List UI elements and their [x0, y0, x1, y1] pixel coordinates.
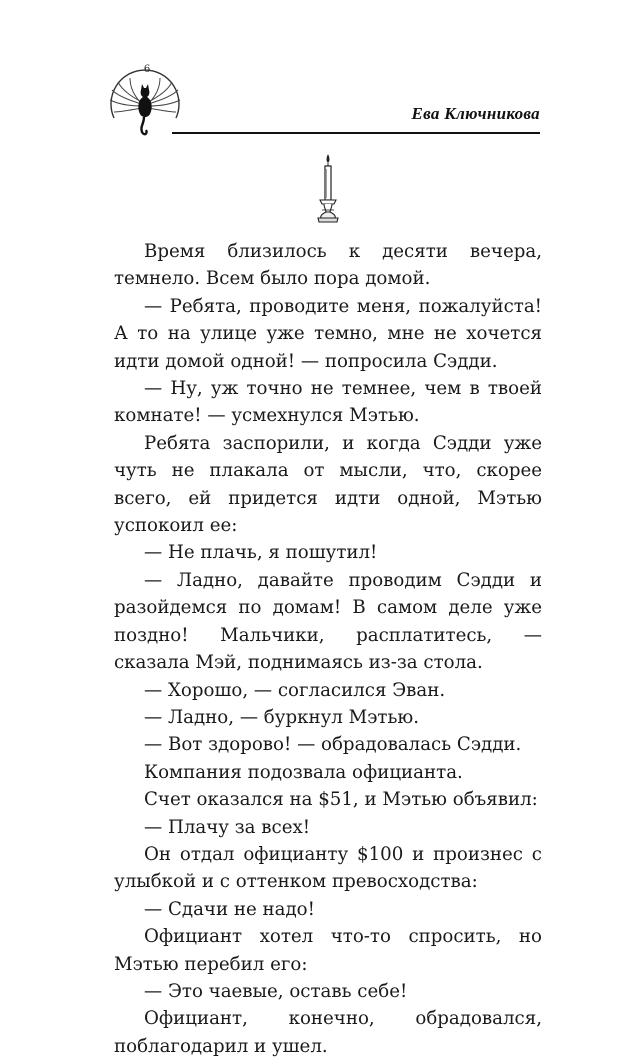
running-header-author: Ева Ключникова [411, 104, 540, 123]
header-rule [172, 132, 540, 134]
paragraph: Счет оказался на $51, и Мэтью объявил: [144, 789, 538, 811]
paragraph: — Вот здорово! — обрадовалась Сэдди. [144, 734, 522, 756]
paragraph: — Ладно, — буркнул Мэтью. [144, 706, 419, 728]
paragraph: — Не плачь, я пошутил! [144, 542, 378, 564]
body-text [114, 238, 542, 1060]
paragraph: Время близилось к десяти вечера, темнело. Всем было пора домой. [114, 241, 542, 290]
paragraph: Официант, конечно, обрадовался, поблагодарил и ушел. [114, 1008, 542, 1057]
page-number: 6 [143, 64, 151, 75]
paragraph: — Сдачи не надо! [144, 898, 315, 920]
paragraph: Официант хотел что-то спросить, но Мэтью перебил его: [114, 926, 542, 975]
paragraph: — Ну, уж точно не темнее, чем в твоей комнате! — усмехнулся Мэтью. [114, 378, 542, 427]
paragraph: — Ладно, давайте проводим Сэдди и разойдемся по домам! В самом деле уже поздно! Мальчики, расплатитесь, — сказала Мэй, поднимаясь из-за стола. [114, 569, 542, 674]
paragraph: Он отдал официанту $100 и произнес с улыбкой и с оттенком превосходства: [114, 843, 542, 893]
paragraph: Ребята заспорили, и когда Сэдди уже чуть не плакала от мысли, что, скорее всего, ей придется идти одной, Мэтью успокоил ее: [114, 432, 542, 537]
running-header [100, 60, 540, 140]
paragraph: — Это чаевые, оставь себе! [144, 980, 408, 1002]
candle-icon [313, 152, 343, 228]
paragraph: — Ребята, проводите меня, пожалуйста! А то на улице уже темно, мне не хочется идти домой одной! — попросила Сэдди. [114, 295, 542, 372]
paragraph: Компания подозвала официанта. [144, 761, 463, 783]
paragraph: — Плачу за всех! [144, 816, 311, 838]
paragraph: — Хорошо, — согласился Эван. [144, 679, 446, 701]
